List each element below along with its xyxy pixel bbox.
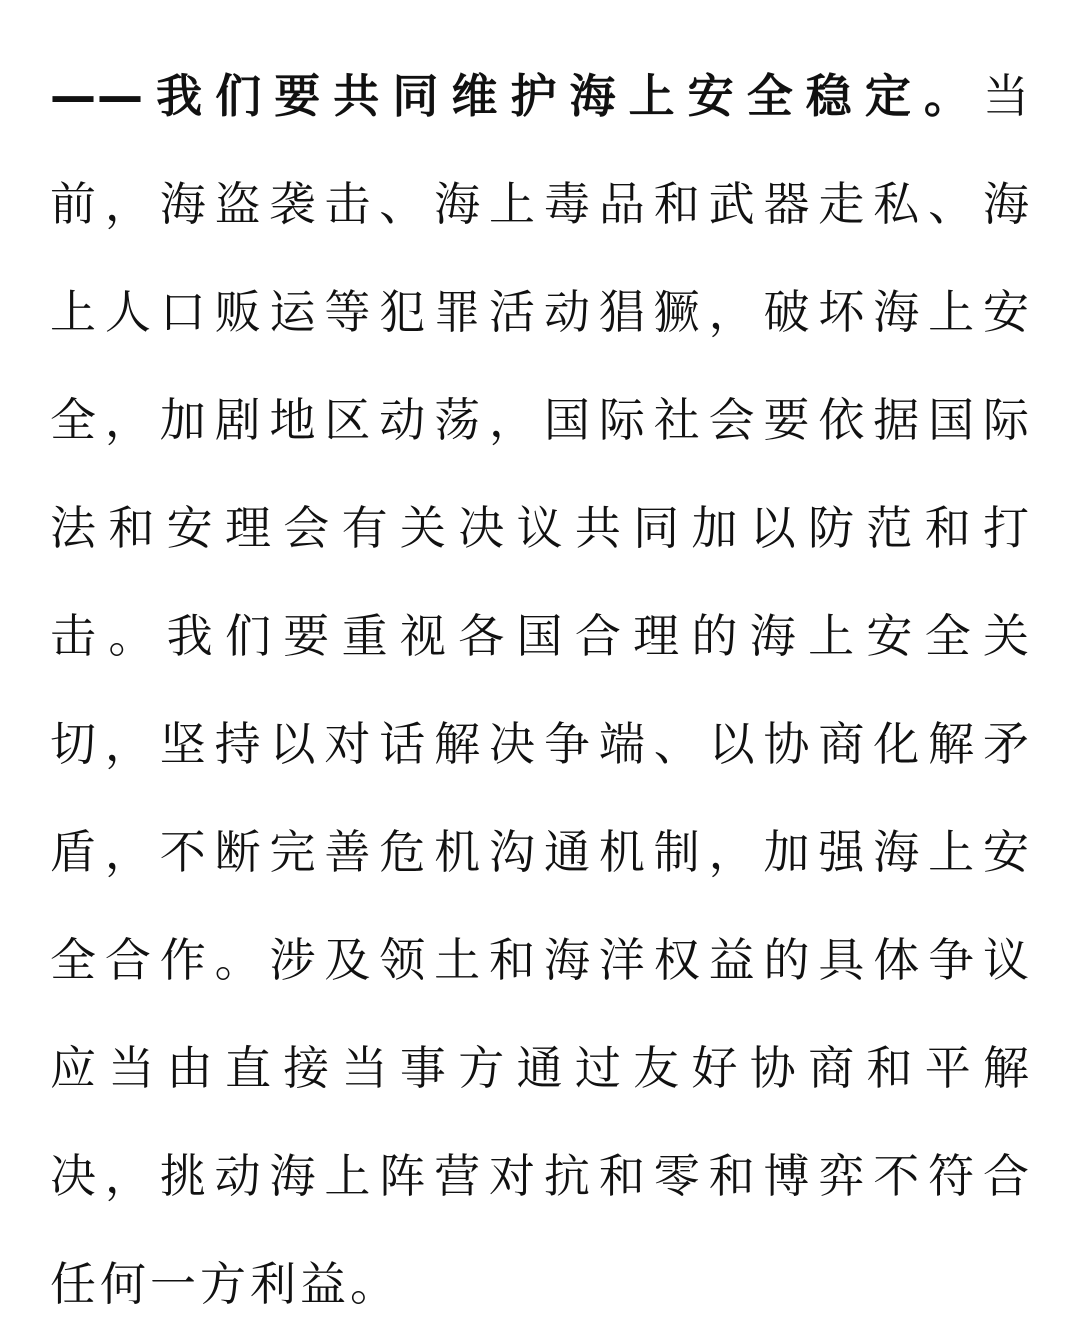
paragraph-line-8: 盾，不断完善危机沟通机制，加强海上安 bbox=[50, 825, 1030, 879]
paragraph-line-3: 上人口贩运等犯罪活动猖獗，破坏海上安 bbox=[50, 285, 1030, 339]
paragraph-line-4: 全，加剧地区动荡，国际社会要依据国际 bbox=[50, 393, 1030, 447]
paragraph-line-5: 法和安理会有关决议共同加以防范和打 bbox=[50, 501, 1030, 555]
paragraph-line-1 bbox=[50, 42, 1030, 150]
paragraph-line-6: 击。我们要重视各国合理的海上安全关 bbox=[50, 609, 1030, 663]
heading-text: ——我们要共同维护海上安全稳定。 bbox=[50, 69, 983, 123]
paragraph-line-12: 任何一方利益。 bbox=[50, 1257, 400, 1311]
paragraph-line-2: 前，海盗袭击、海上毒品和武器走私、海 bbox=[50, 177, 1030, 231]
paragraph-line-10: 应当由直接当事方通过友好协商和平解 bbox=[50, 1041, 1030, 1095]
paragraph-line-7: 切，坚持以对话解决争端、以协商化解矛 bbox=[50, 717, 1030, 771]
line-text: 当 bbox=[983, 69, 1030, 123]
paragraph-line-11: 决，挑动海上阵营对抗和零和博弈不符合 bbox=[50, 1149, 1030, 1203]
paragraph-line-9: 全合作。涉及领土和海洋权益的具体争议 bbox=[50, 933, 1030, 987]
article-body bbox=[50, 42, 1030, 1338]
